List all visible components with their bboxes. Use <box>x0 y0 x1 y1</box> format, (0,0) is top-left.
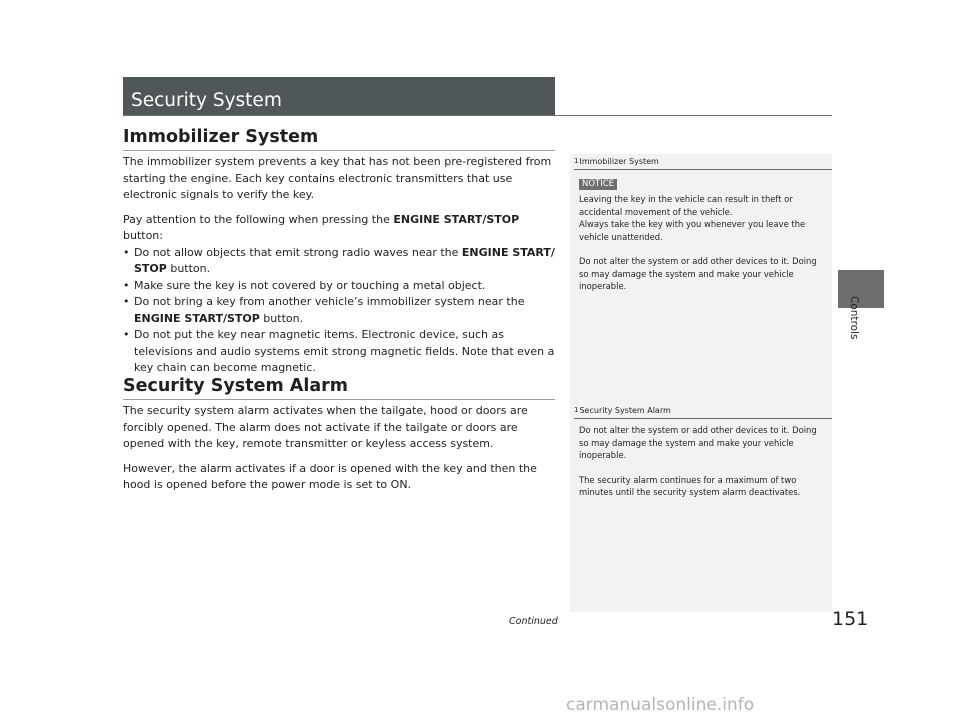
immobilizer-note: Do not alter the system or add other devices to it. Doing so may damage the system and make your vehicle inoperable. <box>579 256 817 291</box>
title-divider <box>123 115 832 116</box>
list-item: • Do not allow objects that emit strong radio waves near the ENGINE START/ STOP button. <box>123 245 557 278</box>
section-tab-label: Controls <box>848 296 860 340</box>
immobilizer-body <box>123 154 557 377</box>
sidebar-alarm-heading: 1Security System Alarm <box>574 406 671 415</box>
page-title: Security System <box>123 77 555 115</box>
notice-text-2: Always take the key with you whenever you leave the vehicle unattended. <box>579 219 806 242</box>
list-item: • Do not bring a key from another vehicle’s immobilizer system near the ENGINE START/STOP button. <box>123 294 557 327</box>
section-tab <box>838 270 884 308</box>
notice-text: Leaving the key in the vehicle can result in theft or accidental movement of the vehicle. <box>579 194 793 217</box>
attention-line: Pay attention to the following when pressing the ENGINE START/STOP button: <box>123 212 520 242</box>
alarm-paragraph-2: However, the alarm activates if a door is opened with the key and then the hood is opened before the power mode is set to ON. <box>123 461 537 491</box>
alarm-body <box>123 403 557 494</box>
alarm-note-1: Do not alter the system or add other devices to it. Doing so may damage the system and make your vehicle inoperable. <box>579 425 817 460</box>
immobilizer-bullets <box>123 245 557 377</box>
sidebar-alarm-rule <box>574 418 832 419</box>
watermark: carmanualsonline.info <box>566 695 755 715</box>
alarm-heading-rule <box>123 399 555 400</box>
alarm-heading: Security System Alarm <box>123 376 349 396</box>
notice-badge: NOTICE <box>579 179 617 190</box>
sidebar-immobilizer-heading: 1Immobilizer System <box>574 157 659 166</box>
immobilizer-intro: The immobilizer system prevents a key that has not been pre-registered from starting the engine. Each key contains electronic transmitters that use electronic signals to verify the key. <box>123 155 552 201</box>
immobilizer-heading: Immobilizer System <box>123 127 319 147</box>
list-item: • Do not put the key near magnetic items. Electronic device, such as televisions and audio systems emit strong magnetic fields. Note that even a key chain can become magnetic. <box>123 327 557 377</box>
immobilizer-heading-rule <box>123 150 555 151</box>
continued-label: Continued <box>509 616 558 627</box>
list-item: • Make sure the key is not covered by or touching a metal object. <box>123 278 557 295</box>
page-number: 151 <box>832 608 869 630</box>
sidebar-alarm-notes <box>579 424 826 499</box>
sidebar-immobilizer-notes <box>579 177 826 293</box>
sidebar-immobilizer-rule <box>574 169 832 170</box>
alarm-paragraph-1: The security system alarm activates when the tailgate, hood or doors are forcibly opened. The alarm does not activate if the tailgate or doors are opened with the key, remote transmitter or keyless access system. <box>123 404 528 450</box>
alarm-note-2: The security alarm continues for a maximum of two minutes until the security system alarm deactivates. <box>579 474 801 497</box>
